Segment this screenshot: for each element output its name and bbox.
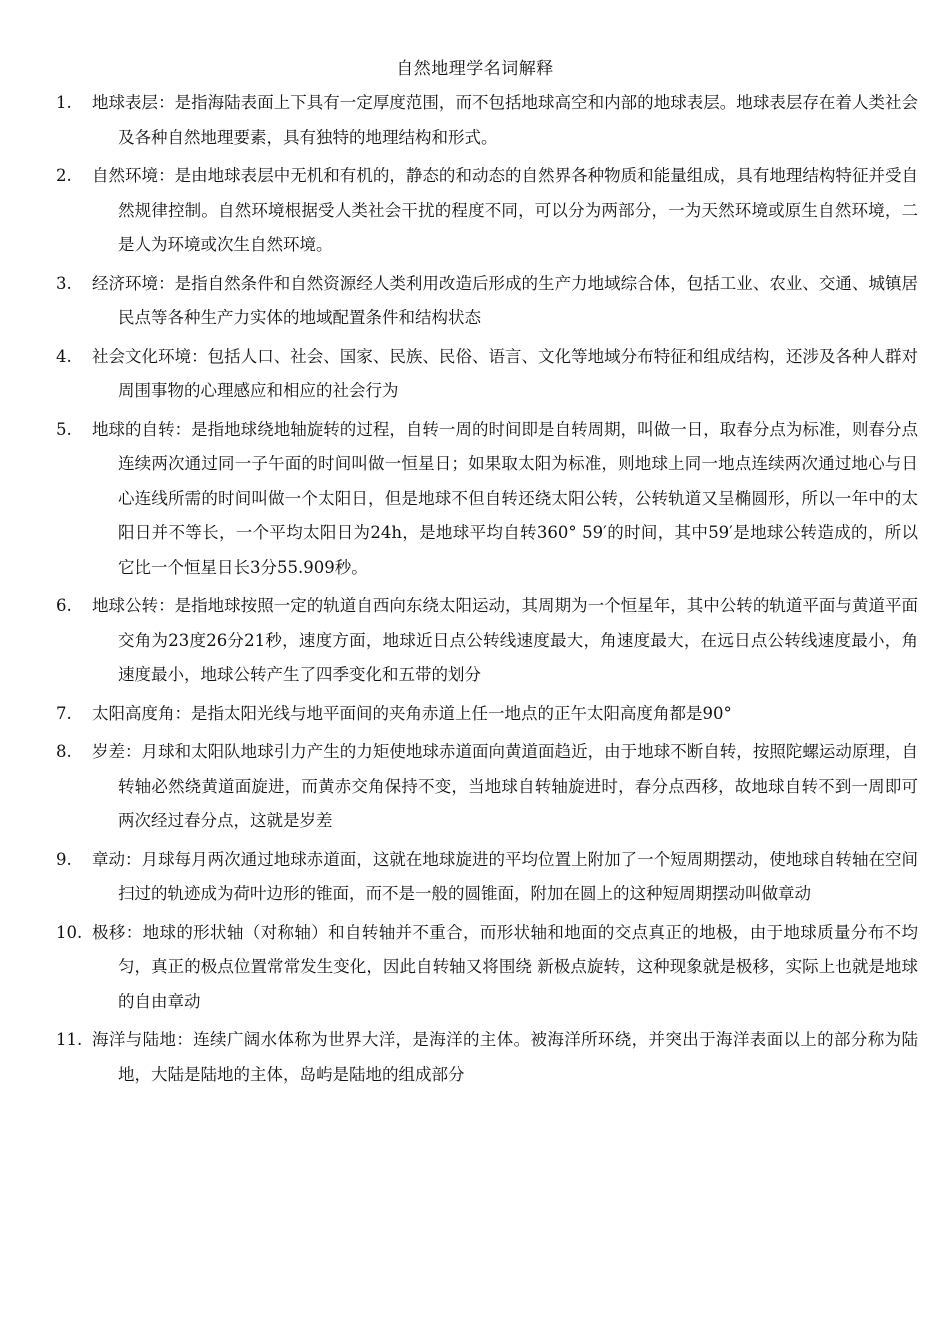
entry-text: 海洋与陆地：连续广阔水体称为世界大洋，是海洋的主体。被海洋所环绕，并突出于海洋表面以上的部分称为陆地，大陆是陆地的主体，岛屿是陆地的组成部分 [92, 1030, 918, 1084]
entry-number: 6. [56, 596, 72, 615]
term-entry-5 [0, 413, 950, 586]
entry-text: 地球公转：是指地球按照一定的轨道自西向东绕太阳运动，其周期为一个恒星年，其中公转的轨道平面与黄道平面交角为23度26分21秒，速度方面，地球近日点公转线速度最大，角速度最大，在远日点公转线速度最小，角速度最小，地球公转产生了四季变化和五带的划分 [92, 596, 918, 684]
entry-number: 3. [56, 273, 72, 293]
document-title: 自然地理学名词解释 [396, 59, 554, 79]
entry-number: 10. [56, 922, 83, 942]
term-list [0, 86, 950, 1096]
entry-number: 1. [56, 93, 72, 112]
term-entry-2 [0, 159, 950, 263]
entry-number: 5. [56, 419, 72, 439]
term-entry-11 [0, 1023, 950, 1092]
entry-text: 章动：月球每月两次通过地球赤道面，这就在地球旋进的平均位置上附加了一个短周期摆动，使地球自转轴在空间扫过的轨迹成为荷叶边形的锥面，而不是一般的圆锥面，附加在圆上的这种短周期摆动叫做章动 [92, 849, 918, 903]
entry-text: 太阳高度角：是指太阳光线与地平面间的夹角赤道上任一地点的正午太阳高度角都是90° [92, 703, 732, 723]
term-entry-1 [0, 86, 950, 155]
entry-text: 地球表层：是指海陆表面上下具有一定厚度范围，而不包括地球高空和内部的地球表层。地球表层存在着人类社会及各种自然地理要素，具有独特的地理结构和形式。 [92, 93, 918, 147]
term-entry-10 [0, 916, 950, 1020]
term-entry-4 [0, 340, 950, 409]
term-entry-3 [0, 267, 950, 336]
entry-text: 极移：地球的形状轴（对称轴）和自转轴并不重合，而形状轴和地面的交点真正的地极，由于地球质量分布不均匀，真正的极点位置常常发生变化，因此自转轴又将围绕 新极点旋转，这种现象就是极移，实际上也就是地球的自由章动 [92, 922, 918, 1011]
entry-number: 9. [56, 849, 72, 869]
entry-text: 经济环境：是指自然条件和自然资源经人类利用改造后形成的生产力地域综合体，包括工业、农业、交通、城镇居民点等各种生产力实体的地域配置条件和结构状态 [92, 273, 918, 327]
entry-text: 岁差：月球和太阳队地球引力产生的力矩使地球赤道面向黄道面趋近，由于地球不断自转，按照陀螺运动原理，自转轴必然绕黄道面旋进，而黄赤交角保持不变，当地球自转轴旋进时，春分点西移，故地球自转不到一周即可两次经过春分点，这就是岁差 [92, 742, 918, 830]
entry-number: 2. [56, 166, 72, 185]
entry-number: 11. [56, 1030, 83, 1049]
term-entry-8 [0, 735, 950, 839]
entry-text: 自然环境：是由地球表层中无机和有机的，静态的和动态的自然界各种物质和能量组成，具有地理结构特征并受自然规律控制。自然环境根据受人类社会干扰的程度不同，可以分为两部分，一为天然环境或原生自然环境，二是人为环境或次生自然环境。 [92, 166, 918, 254]
term-entry-7 [0, 697, 950, 732]
entry-number: 4. [56, 346, 72, 366]
term-entry-6 [0, 589, 950, 693]
entry-number: 7. [56, 703, 72, 723]
term-entry-9 [0, 843, 950, 912]
entry-text: 社会文化环境：包括人口、社会、国家、民族、民俗、语言、文化等地域分布特征和组成结构，还涉及各种人群对周围事物的心理感应和相应的社会行为 [92, 346, 918, 400]
entry-text: 地球的自转：是指地球绕地轴旋转的过程，自转一周的时间即是自转周期，叫做一日，取春分点为标准，则春分点连续两次通过同一子午面的时间叫做一恒星日；如果取太阳为标准，则地球上同一地点连续两次通过地心与日心连线所需的时间叫做一个太阳日，但是地球不但自转还绕太阳公转，公转轨道又呈椭圆形，所以一年中的太阳日并不等长，一个平均太阳日为24h，是地球平均自转360° 59′的时间，其中59′是地球公转造成的，所以它比一个恒星日长3分55.909秒。 [92, 419, 918, 577]
entry-number: 8. [56, 742, 72, 761]
